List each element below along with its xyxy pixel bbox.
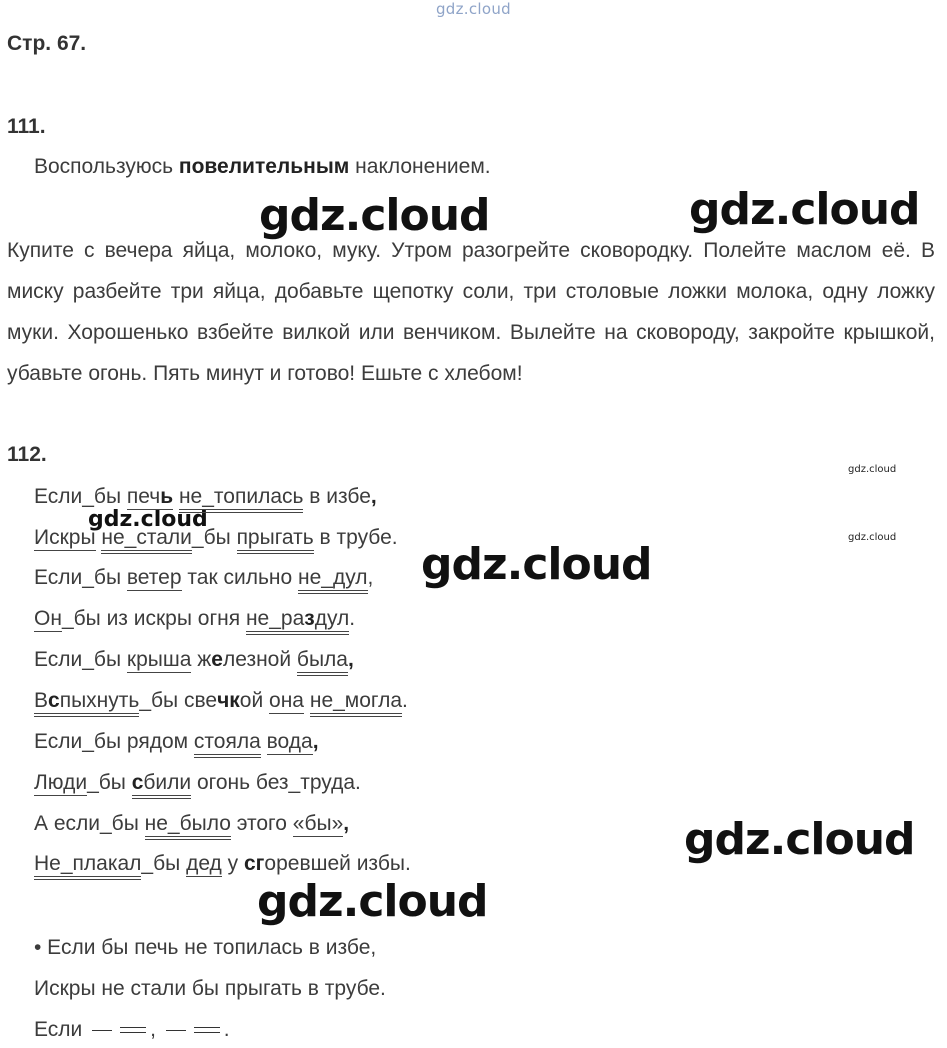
poem-line-2: Искры не_стали_бы прыгать в трубе.	[34, 526, 398, 550]
subject-dash-icon	[166, 1030, 186, 1031]
predicate-underline: не_топилась	[179, 485, 304, 513]
poem-line-9: А если_бы не_было этого «бы»,	[34, 812, 349, 836]
subject-underline: Он	[34, 607, 62, 630]
watermark-top: gdz.cloud	[435, 0, 511, 18]
poem-line-6: Вспыхнуть_бы свечкой она не_могла.	[34, 689, 408, 713]
predicate-dash-icon	[194, 1027, 220, 1033]
watermark-medium: gdz.cloud	[88, 507, 208, 532]
exercise-111-intro: Воспользуюсь повелительным наклонением.	[34, 155, 491, 178]
subject-underline: она	[269, 689, 304, 712]
subject-underline: ветер	[126, 566, 182, 589]
poem-line-7: Если_бы рядом стояла вода,	[34, 730, 319, 754]
subject-underline: печь	[126, 485, 174, 508]
subject-underline: дед	[186, 852, 222, 875]
exercise-number-112: 112.	[7, 443, 47, 466]
poem-line-3: Если_бы ветер так сильно не_дул,	[34, 566, 373, 590]
watermark-large: gdz.cloud	[689, 184, 920, 235]
predicate-underline: сбили	[132, 771, 191, 799]
watermark-large: gdz.cloud	[259, 190, 490, 241]
predicate-underline: была	[297, 648, 348, 676]
subject-underline: Искры	[34, 526, 96, 549]
predicate-underline: прыгать	[237, 526, 314, 554]
predicate-underline: не_было	[145, 812, 231, 840]
predicate-underline: Не_плакал	[34, 852, 141, 880]
bullet-line-1: • Если бы печь не топилась в избе,	[34, 936, 377, 959]
subject-underline: вода	[266, 730, 313, 753]
page-label: Стр. 67.	[7, 32, 87, 55]
predicate-dash-icon	[120, 1027, 146, 1033]
watermark-large: gdz.cloud	[684, 814, 915, 865]
bullet-line-2: Искры не стали бы прыгать в трубе.	[34, 977, 386, 1000]
predicate-underline: не_раздул	[246, 607, 349, 635]
bold-term: повелительным	[178, 155, 350, 178]
poem-line-1: Если_бы печь не_топилась в избе,	[34, 485, 377, 509]
poem-line-8: Люди_бы сбили огонь без_труда.	[34, 771, 361, 795]
sentence-scheme: Если , .	[34, 1018, 230, 1041]
watermark-large: gdz.cloud	[421, 539, 652, 590]
exercise-number-111: 111.	[7, 115, 46, 138]
exercise-111-paragraph: Купите с вечера яйца, молоко, муку. Утром разогрейте сковородку. Полейте маслом её. В миску разбейте три яйца, добавьте щепотку соли, три столовые ложки молока, одну ложку муки. Хорошенько взбейте вилкой или венчиком. Вылейте на сковороду, закройте крышкой, убавьте огонь. Пять минут и готово! Ешьте с хлебом!	[7, 239, 935, 385]
predicate-underline: не_стали	[101, 526, 192, 554]
subject-underline: Люди	[34, 771, 88, 794]
predicate-underline: стояла	[194, 730, 261, 758]
watermark-small: gdz.cloud	[848, 532, 897, 543]
predicate-underline: не_могла	[310, 689, 402, 717]
subject-dash-icon	[92, 1030, 112, 1031]
poem-line-5: Если_бы крыша железной была,	[34, 648, 354, 672]
watermark-small: gdz.cloud	[848, 464, 897, 475]
predicate-underline: Вспыхнуть	[34, 689, 139, 717]
poem-line-4: Он_бы из искры огня не_раздул.	[34, 607, 355, 631]
predicate-underline: не_дул	[298, 566, 368, 594]
watermark-large: gdz.cloud	[257, 876, 488, 927]
subject-underline: «бы»	[292, 812, 344, 835]
poem-line-10: Не_плакал_бы дед у сгоревшей избы.	[34, 852, 411, 876]
subject-underline: крыша	[126, 648, 192, 671]
